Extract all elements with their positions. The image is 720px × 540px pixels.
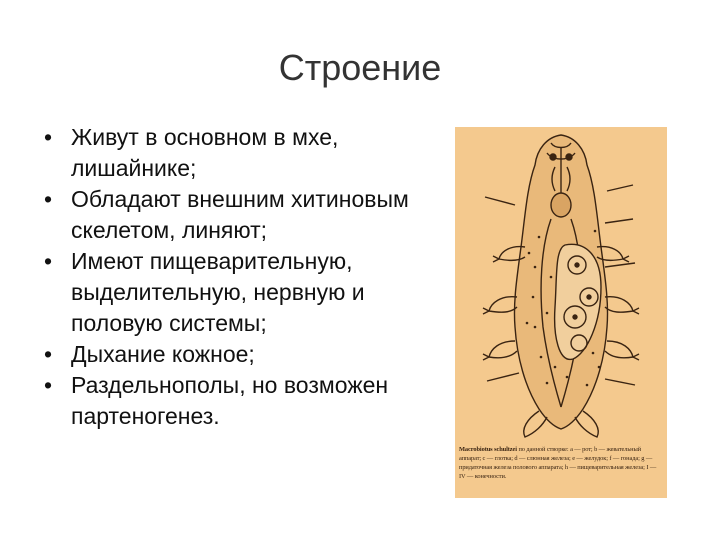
slide-title: Строение (278, 47, 442, 88)
tardigrade-drawing (455, 127, 667, 498)
bullet-item: • Дыхание кожное; (40, 339, 440, 370)
bullet-list (40, 122, 440, 432)
bullet-item: • Обладают внешним хитиновым скелетом, линяют; (40, 184, 440, 246)
figure-caption (459, 445, 663, 481)
bullet-item: • Имеют пищеварительную, выделительную, нервную и половую системы; (40, 246, 440, 339)
bullet-item: • Живут в основном в мхе, лишайнике; (40, 122, 440, 184)
bullet-item: • Раздельнополы, но возможен партеногенез. (40, 370, 440, 432)
tardigrade-illustration (455, 127, 667, 498)
caption-text: по данной створке: a — рот; b — жевательный аппарат; c — глотка; d — слюнная железа; e — желудок; f — гонада; g — придаточная железа полового аппарата; h — пищеварительная железа; I — IV — конечности. (459, 446, 657, 480)
caption-species: Macrobiotus schultzei (459, 446, 517, 453)
